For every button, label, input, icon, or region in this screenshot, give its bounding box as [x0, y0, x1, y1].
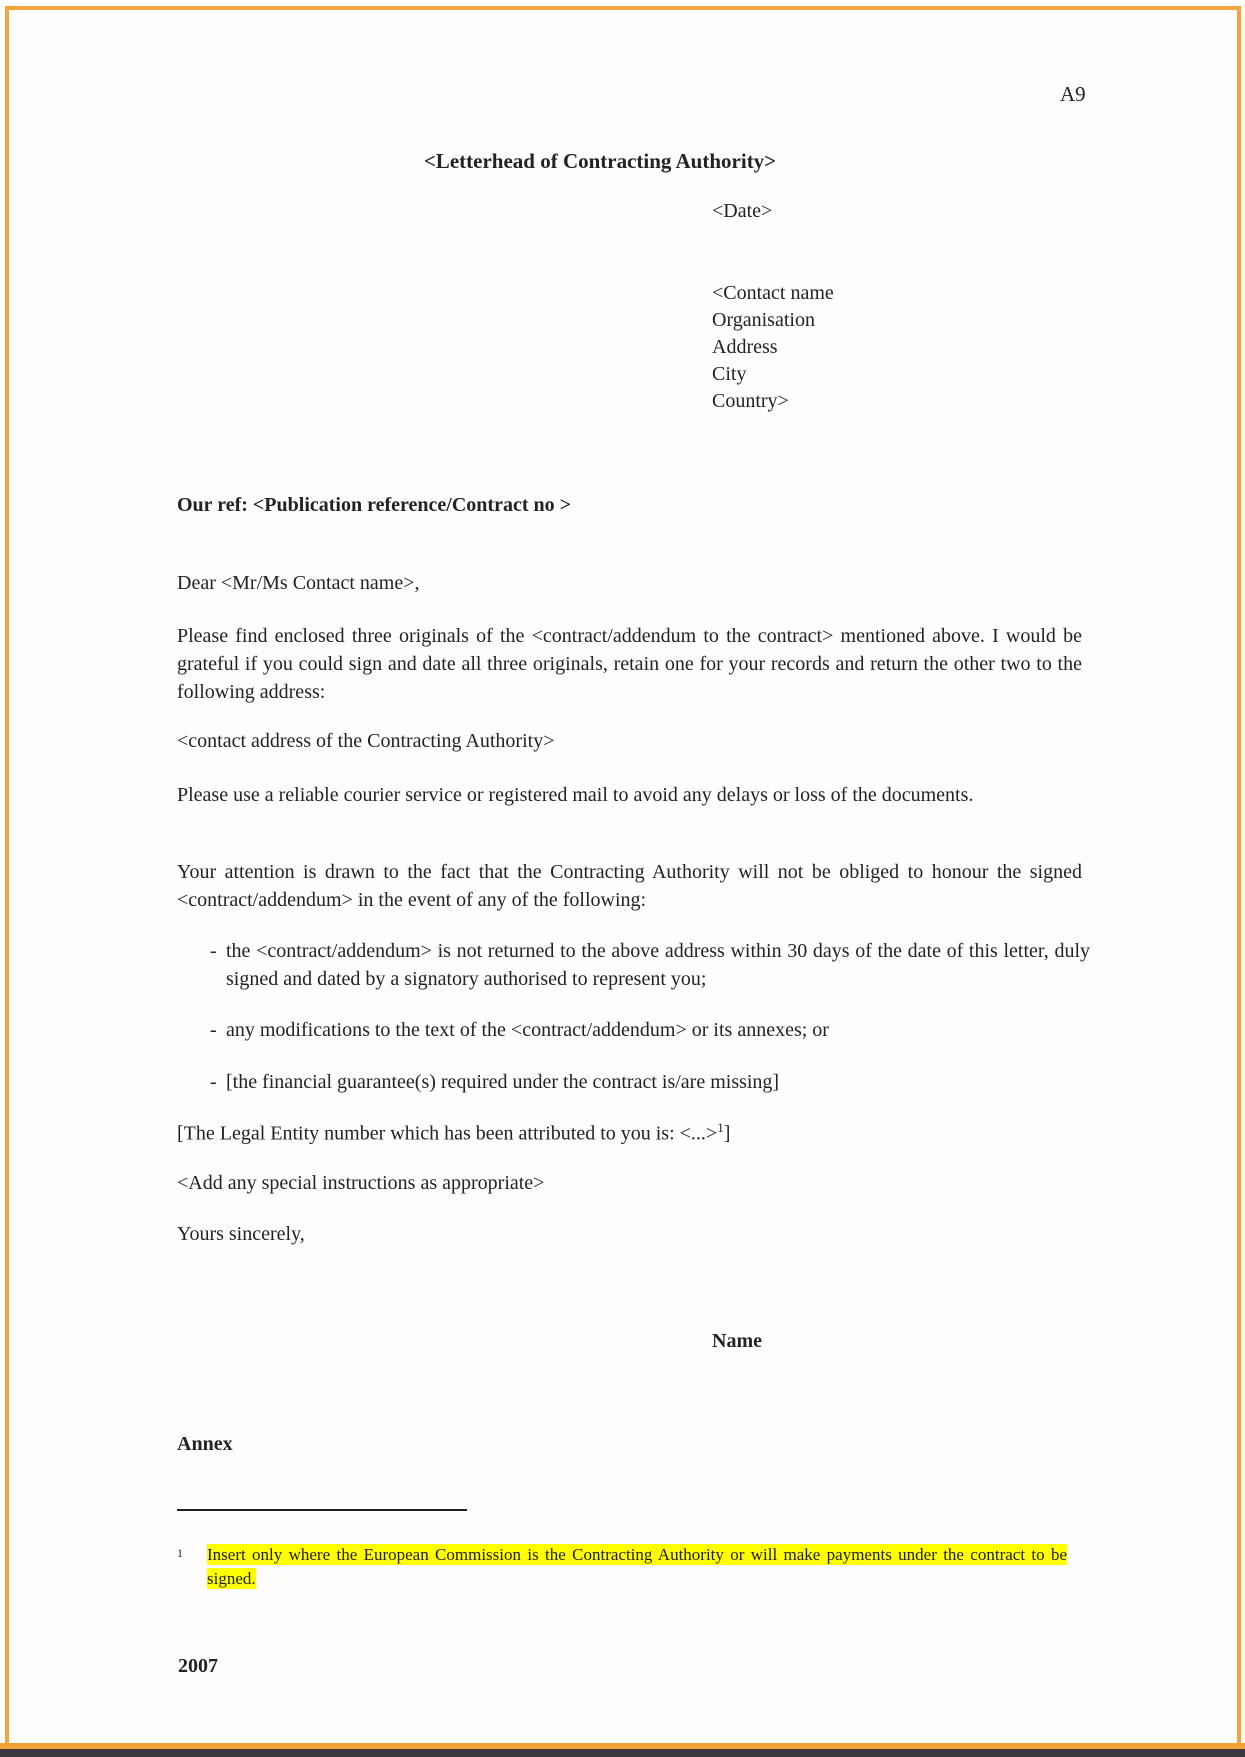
letterhead-title: <Letterhead of Contracting Authority> [423, 149, 777, 173]
recipient-country: Country> [712, 390, 789, 412]
recipient-organisation: Organisation [712, 309, 815, 331]
recipient-city: City [712, 363, 747, 385]
contact-address-line: <contact address of the Contracting Authority> [177, 730, 555, 752]
bullet-item-text: any modifications to the text of the <contract/addendum> or its annexes; or [226, 1019, 829, 1041]
bullet-dash-marker: - [210, 1019, 217, 1041]
footnote-highlighted-text: Insert only where the European Commission is the Contracting Authority or will make payments under the contract to be signed. [207, 1545, 1067, 1588]
footnote-body [207, 1543, 1067, 1591]
page-frame-top [5, 6, 1241, 10]
paragraph-courier-service: Please use a reliable courier service or registered mail to avoid any delays or loss of the documents. [177, 784, 974, 806]
page-number: A9 [1060, 82, 1086, 106]
annex-heading: Annex [177, 1433, 233, 1455]
signature-name: Name [712, 1330, 762, 1352]
footnote-reference-superscript: 1 [717, 1120, 724, 1135]
date-line: <Date> [712, 200, 773, 222]
year-label: 2007 [178, 1655, 218, 1677]
bullet-item-financial-guarantee [210, 1068, 1090, 1096]
legal-entity-line [177, 1120, 1082, 1146]
footnote-separator [177, 1509, 467, 1511]
bullet-item-not-returned [210, 937, 1090, 993]
paragraph-attention-drawn: Your attention is drawn to the fact that the Contracting Authority will not be obliged to honour the signed <contract/addendum> in the event of any of the following: [177, 861, 1082, 911]
legal-entity-text: [The Legal Entity number which has been attributed to you is: <...> [177, 1122, 718, 1145]
footnote-marker: 1 [177, 1546, 183, 1560]
bullet-dash-marker: - [210, 1071, 217, 1093]
paragraph-enclosed-originals: Please find enclosed three originals of the <contract/addendum to the contract> mentioned above. I would be grateful if you could sign and date all three originals, retain one for your records and return the other two to the following address: [177, 625, 1082, 703]
bottom-bar [0, 1749, 1245, 1757]
bullet-item-text: the <contract/addendum> is not returned to the above address within 30 days of the date of this letter, duly signed and dated by a signatory authorised to represent you; [226, 940, 1090, 990]
page-frame-left [5, 6, 9, 1746]
bullet-item-modifications [210, 1016, 1090, 1044]
special-instructions-line: <Add any special instructions as appropriate> [177, 1172, 545, 1194]
legal-entity-closing-bracket: ] [723, 1122, 731, 1145]
page-frame-right [1237, 6, 1241, 1746]
bullet-dash-marker: - [210, 940, 217, 962]
recipient-block [712, 280, 834, 415]
recipient-address: Address [712, 336, 778, 358]
salutation-line: Dear <Mr/Ms Contact name>, [177, 572, 420, 594]
recipient-contact-name: <Contact name [712, 282, 834, 304]
reference-line: Our ref: <Publication reference/Contract no > [177, 494, 572, 516]
bullet-item-text: [the financial guarantee(s) required under the contract is/are missing] [226, 1071, 780, 1093]
closing-line: Yours sincerely, [177, 1223, 305, 1245]
footnote [177, 1543, 1067, 1591]
